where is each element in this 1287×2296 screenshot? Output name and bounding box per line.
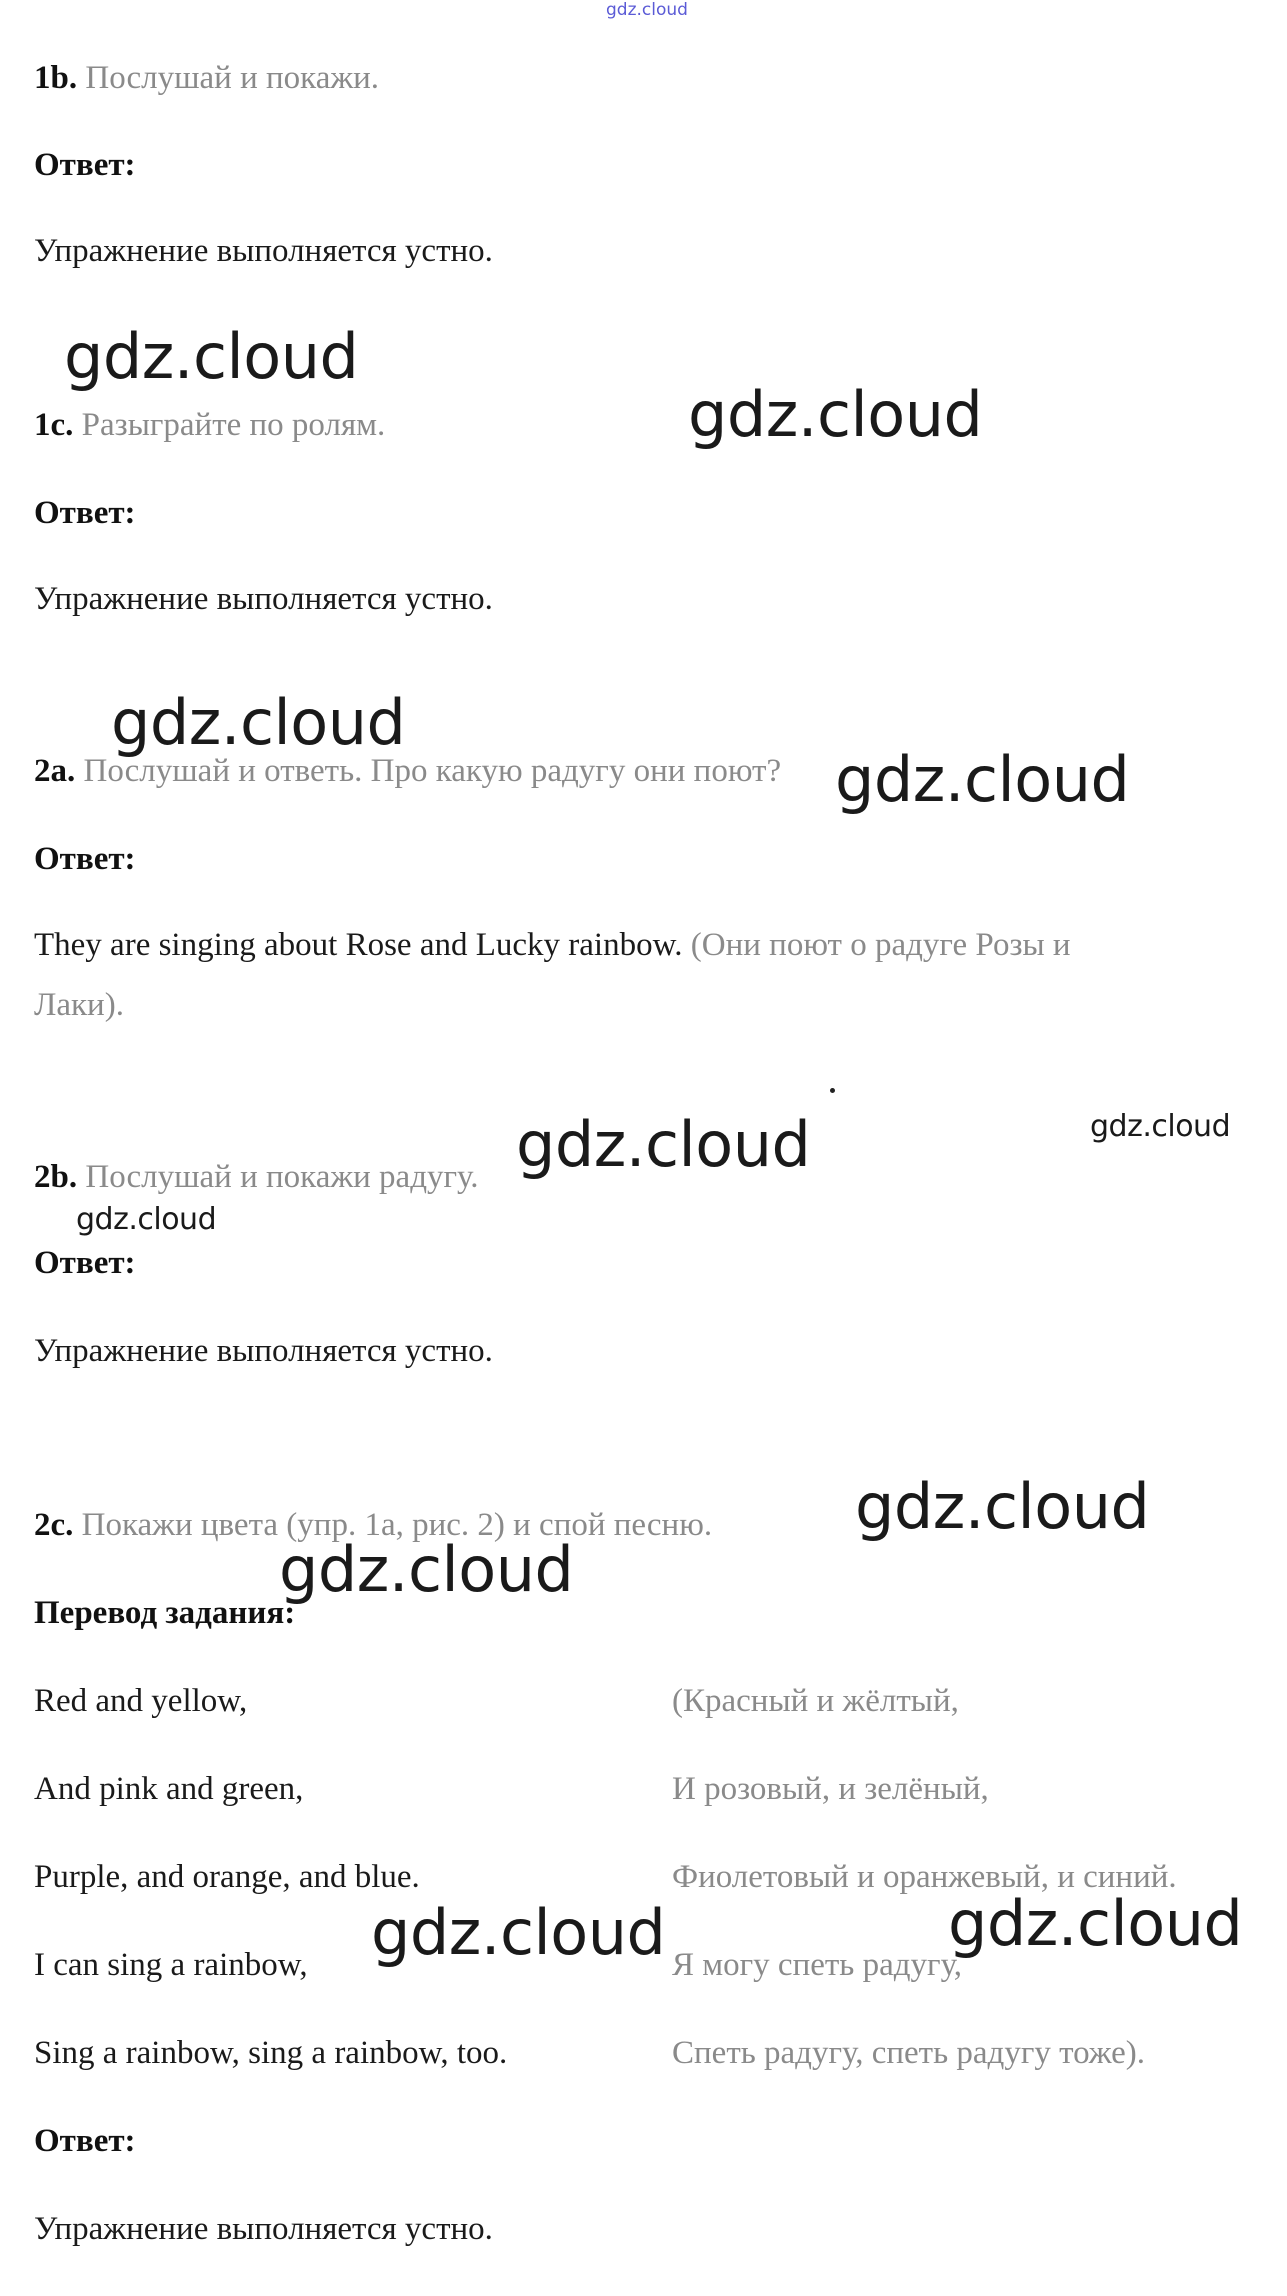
watermark: gdz.cloud	[948, 1887, 1243, 1960]
watermark: gdz.cloud	[855, 1470, 1150, 1543]
exercise-number: 1b.	[34, 60, 78, 96]
watermark: gdz.cloud	[111, 686, 406, 759]
answer-russian-continued: Лаки).	[34, 987, 124, 1023]
exercise-task: Покажи цвета (упр. 1a, рис. 2) и спой песню.	[81, 1507, 713, 1543]
watermark: gdz.cloud	[688, 378, 983, 451]
answer-label: Ответ:	[34, 1245, 136, 1281]
exercise-number: 2b.	[34, 1159, 78, 1195]
exercise-task: Послушай и покажи.	[85, 60, 380, 96]
song-line-en: Sing a rainbow, sing a rainbow, too.	[34, 2035, 508, 2071]
song-line-ru: И розовый, и зелёный,	[672, 1771, 989, 1807]
answer-text: Упражнение выполняется устно.	[34, 2211, 493, 2247]
exercise-task: Послушай и ответь. Про какую радугу они поют?	[83, 753, 782, 789]
watermark: gdz.cloud	[835, 743, 1130, 816]
exercise-1c-heading	[34, 405, 385, 445]
answer-label: Ответ:	[34, 841, 136, 877]
answer-label: Ответ:	[34, 495, 136, 531]
answer-text: Упражнение выполняется устно.	[34, 1333, 493, 1369]
song-line-ru: Фиолетовый и оранжевый, и синий.	[672, 1859, 1177, 1895]
watermark: gdz.cloud	[64, 320, 359, 393]
exercise-2b-heading	[34, 1157, 478, 1197]
answer-english: They are singing about Rose and Lucky rainbow.	[34, 927, 683, 963]
song-line-ru: Спеть радугу, спеть радугу тоже).	[672, 2035, 1146, 2071]
answer-russian: (Они поют о радуге Розы и	[690, 927, 1071, 963]
watermark: gdz.cloud	[279, 1533, 574, 1606]
exercise-task: Послушай и покажи радугу.	[85, 1159, 479, 1195]
exercise-1b-heading	[34, 58, 379, 98]
answer-text: Упражнение выполняется устно.	[34, 233, 493, 269]
stray-dot	[830, 1088, 835, 1093]
answer-label: Ответ:	[34, 147, 136, 183]
song-line-en: And pink and green,	[34, 1771, 304, 1807]
exercise-task: Разыграйте по ролям.	[81, 407, 386, 443]
watermark: gdz.cloud	[371, 1896, 666, 1969]
exercise-number: 2c.	[34, 1507, 74, 1543]
exercise-number: 2a.	[34, 753, 76, 789]
song-line-en: Red and yellow,	[34, 1683, 248, 1719]
translation-label: Перевод задания:	[34, 1595, 296, 1631]
exercise-number: 1c.	[34, 407, 74, 443]
watermark: gdz.cloud	[1090, 1109, 1231, 1144]
song-line-en: I can sing a rainbow,	[34, 1947, 308, 1983]
song-line-ru: Я могу спеть радугу,	[672, 1947, 963, 1983]
song-line-en: Purple, and orange, and blue.	[34, 1859, 420, 1895]
answer-text	[34, 925, 1071, 965]
watermark: gdz.cloud	[516, 1108, 811, 1181]
watermark-top: gdz.cloud	[606, 0, 688, 20]
answer-label: Ответ:	[34, 2123, 136, 2159]
watermark: gdz.cloud	[76, 1202, 217, 1237]
song-line-ru: (Красный и жёлтый,	[672, 1683, 959, 1719]
answer-text: Упражнение выполняется устно.	[34, 581, 493, 617]
